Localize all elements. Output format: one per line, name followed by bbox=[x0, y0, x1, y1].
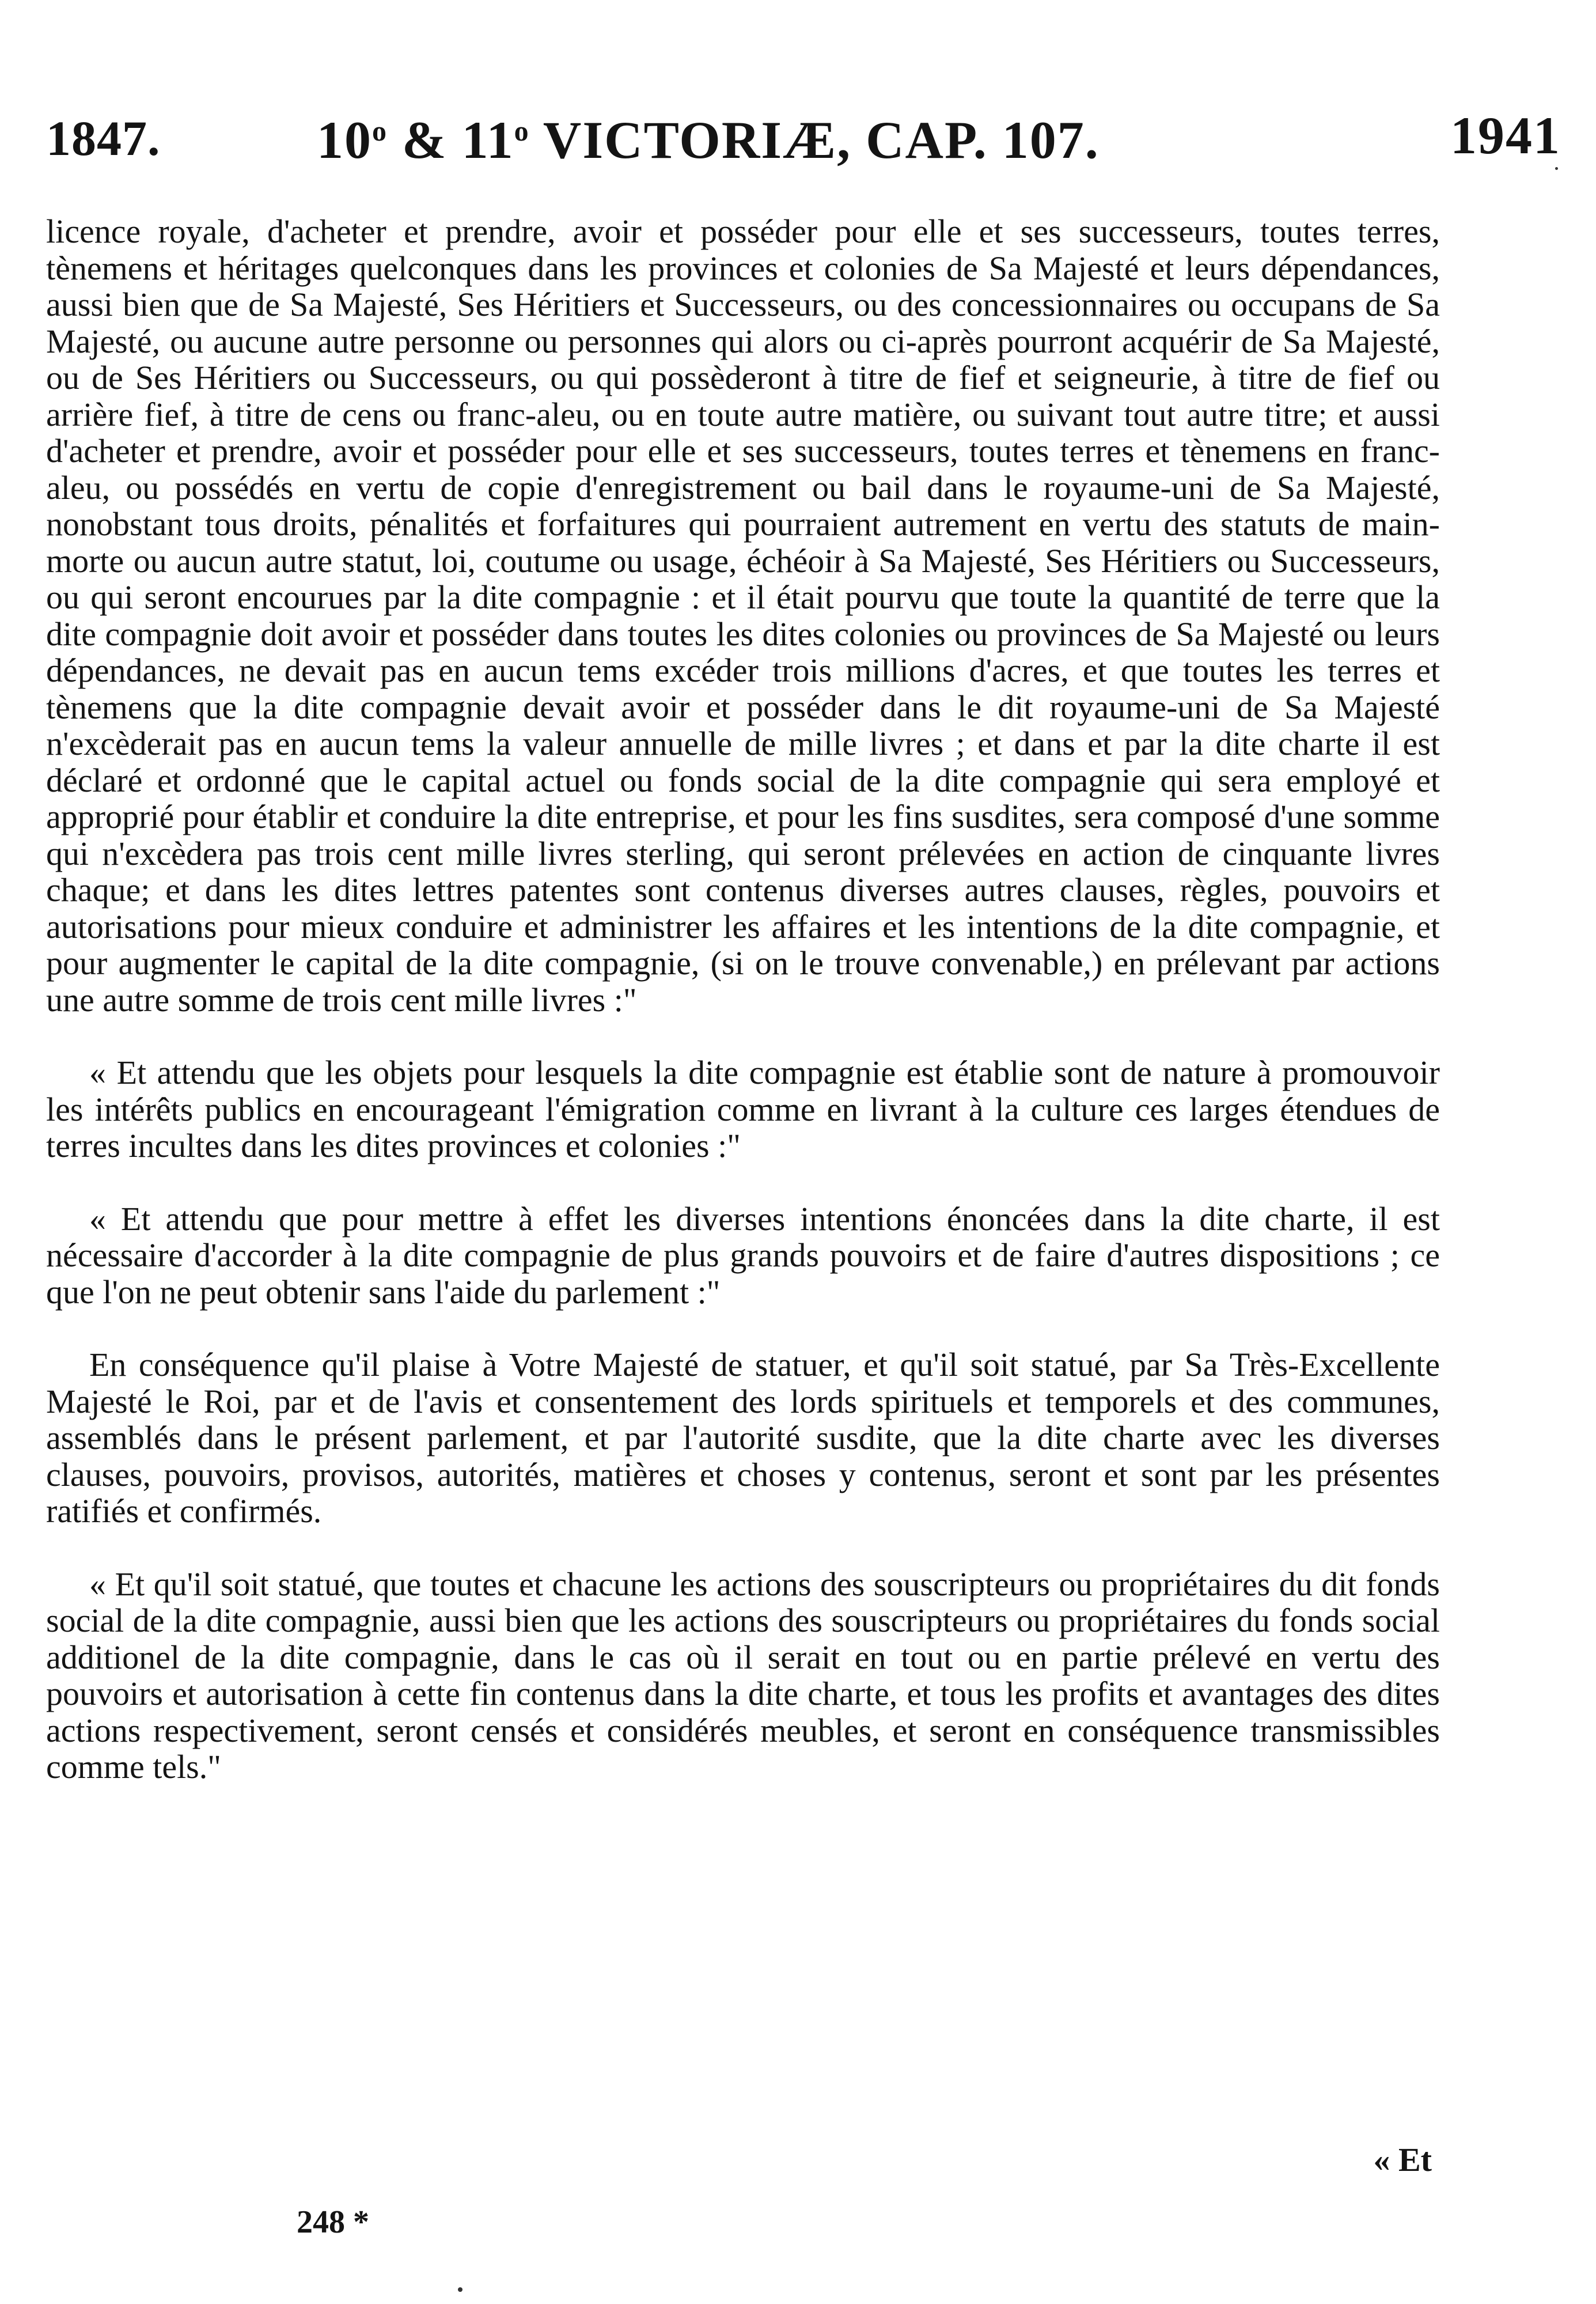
body-text bbox=[46, 213, 1440, 1785]
page-number: 1941 bbox=[1450, 106, 1561, 165]
paragraph-4: En conséquence qu'il plaise à Votre Majesté de statuer, et qu'il soit statué, par Sa Très-Excellente Majesté le Roi, par et de l'avis et consentement des lords spirituels et temporels et des communes, assemblés dans le présent parlement, et par l'autorité susdite, que la dite charte avec les diverses clauses, pouvoirs, provisos, autorités, matières et choses y contenus, seront et sont par les présentes ratifiés et confirmés. bbox=[46, 1346, 1440, 1530]
running-header bbox=[46, 106, 1561, 169]
signature-mark: 248 * bbox=[297, 2204, 369, 2240]
ink-speck bbox=[458, 2287, 463, 2292]
title-regnal-year-2: 11 bbox=[461, 111, 514, 169]
header-title bbox=[317, 109, 1100, 171]
header-year: 1847. bbox=[46, 111, 161, 166]
paragraph-5: « Et qu'il soit statué, que toutes et chacune les actions des souscripteurs ou propriétaires du dit fonds social de la dite compagnie, aussi bien que les actions des souscripteurs ou propriétaires du fonds social additionel de la dite compagnie, dans le cas où il serait en tout ou en partie prélevé en vertu des pouvoirs et autorisation à cette fin contenus dans la dite charte, et tous les profits et avantages des dites actions respectivement, seront censés et considérés meubles, et seront en conséquence transmissibles comme tels." bbox=[46, 1565, 1440, 1785]
paragraph-3: « Et attendu que pour mettre à effet les diverses intentions énoncées dans la dite charte, il est nécessaire d'accorder à la dite compagnie de plus grands pouvoirs et de faire d'autres dispositions ; ce que l'on ne peut obtenir sans l'aide du parlement :" bbox=[46, 1200, 1440, 1311]
catchword: « Et bbox=[1373, 2141, 1432, 2178]
title-superscript-1: o bbox=[372, 115, 388, 147]
ink-speck bbox=[1555, 167, 1558, 170]
title-main: VICTORIÆ, CAP. 107. bbox=[543, 111, 1100, 169]
title-ampersand: & bbox=[402, 111, 448, 169]
paragraph-2: « Et attendu que les objets pour lesquels la dite compagnie est établie sont de nature à promouvoir les intérêts publics en encourageant l'émigration comme en livrant à la culture ces larges étendues de terres incultes dans les dites provinces et colonies :" bbox=[46, 1054, 1440, 1164]
paragraph-1: licence royale, d'acheter et prendre, avoir et posséder pour elle et ses successeurs, toutes terres, tènemens et héritages quelconques dans les provinces et colonies de Sa Majesté et leurs dépendances, aussi bien que de Sa Majesté, Ses Héritiers et Successeurs, ou des concessionnaires ou occupans de Sa Majesté, ou aucune autre personne ou personnes qui alors ou ci-après pourront acquérir de Sa Majesté, ou de Ses Héritiers ou Successeurs, ou qui possèderont à titre de fief et seigneurie, à titre de fief ou arrière fief, à titre de cens ou franc-aleu, ou en toute autre matière, ou suivant tout autre titre; et aussi d'acheter et prendre, avoir et posséder pour elle et ses successeurs, toutes terres et tènemens en franc-aleu, ou possédés en vertu de copie d'enregistrement ou bail dans le royaume-uni de Sa Majesté, nonobstant tous droits, pénalités et forfaitures qui pourraient autrement en vertu des statuts de main-morte ou aucun autre statut, loi, coutume ou usage, échéoir à Sa Majesté, Ses Héritiers ou Successeurs, ou qui seront encourues par la dite compagnie : et il était pourvu que toute la quantité de terre que la dite compagnie doit avoir et posséder dans toutes les dites colonies ou provinces de Sa Majesté ou leurs dépendances, ne devait pas en aucun tems excéder trois millions d'acres, et que toutes les terres et tènemens que la dite compagnie devait avoir et posséder dans le dit royaume-uni de Sa Majesté n'excèderait pas en aucun tems la valeur annuelle de mille livres ; et dans et par la dite charte il est déclaré et ordonné que le capital actuel ou fonds social de la dite compagnie qui sera employé et approprié pour établir et conduire la dite entreprise, et pour les fins susdites, sera composé d'une somme qui n'excèdera pas trois cent mille livres sterling, qui seront prélevées en action de cinquante livres chaque; et dans les dites lettres patentes sont contenus diverses autres clauses, règles, pouvoirs et autorisations pour mieux conduire et administrer les affaires et les intentions de la dite compagnie, et pour augmenter le capital de la dite compagnie, (si on le trouve convenable,) en prélevant par actions une autre somme de trois cent mille livres :" bbox=[46, 213, 1440, 1019]
title-superscript-2: o bbox=[514, 115, 530, 147]
title-regnal-year-1: 10 bbox=[317, 111, 372, 169]
